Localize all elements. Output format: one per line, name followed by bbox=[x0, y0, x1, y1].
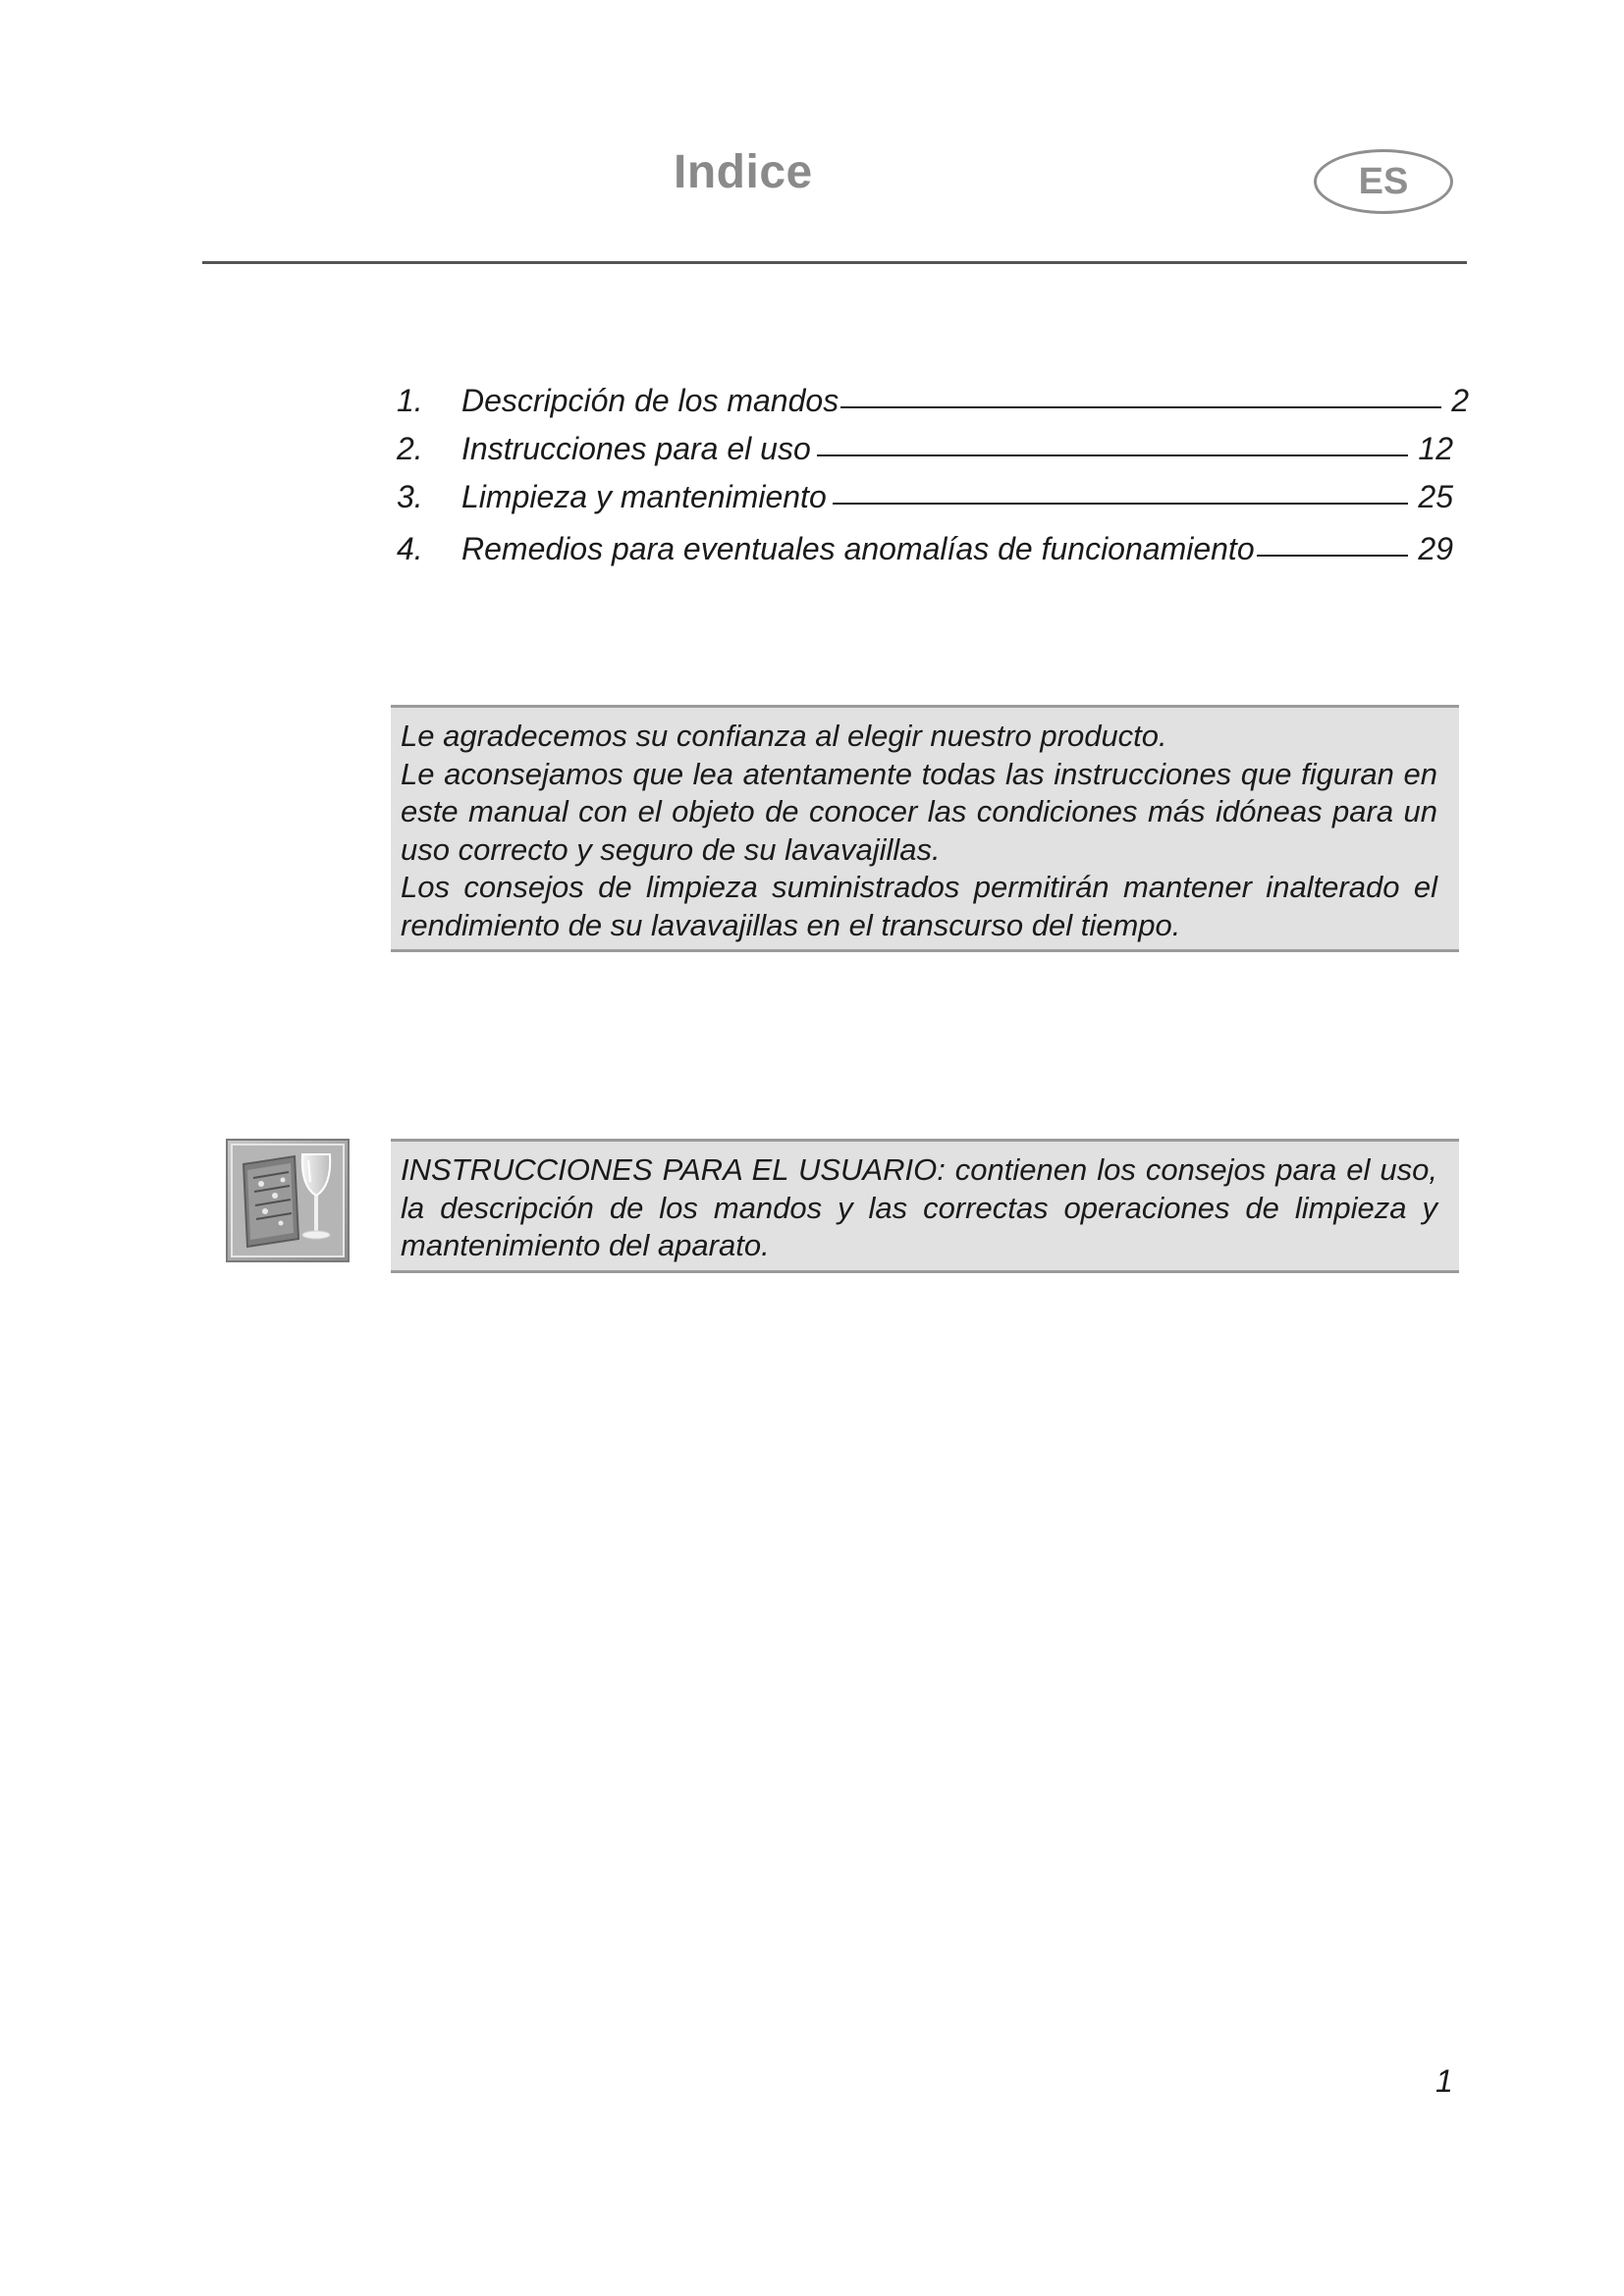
toc-entry-title: Limpieza y mantenimiento bbox=[461, 479, 827, 514]
toc-entry-title: Remedios para eventuales anomalías de funcionamiento bbox=[461, 531, 1255, 566]
toc-entry-page: 12 bbox=[1418, 431, 1453, 466]
page-title: Indice bbox=[674, 146, 813, 198]
table-of-contents bbox=[397, 383, 1469, 579]
toc-entry-title: Instrucciones para el uso bbox=[461, 431, 811, 466]
toc-entry-title: Descripción de los mandos bbox=[461, 383, 839, 418]
toc-entry-number: 4. bbox=[397, 531, 423, 566]
thanks-note-box bbox=[391, 705, 1459, 952]
toc-leader-line bbox=[1257, 555, 1409, 557]
language-badge: ES bbox=[1314, 149, 1453, 214]
dishwasher-glass-icon bbox=[226, 1139, 350, 1262]
toc-leader-line bbox=[833, 503, 1409, 505]
toc-leader-line bbox=[840, 406, 1441, 408]
toc-entry-number: 3. bbox=[397, 479, 423, 514]
toc-entry-page: 25 bbox=[1418, 479, 1453, 514]
toc-entry-number: 1. bbox=[397, 383, 423, 418]
toc-entry-2[interactable] bbox=[397, 431, 1453, 479]
thanks-note-line: Le agradecemos su confianza al elegir nuestro producto. bbox=[401, 719, 1167, 753]
user-instructions-note: INSTRUCCIONES PARA EL USUARIO: contienen los consejos para el uso, la descripción de los mandos y las correctas operaciones de limpieza y mantenimiento del aparato. bbox=[391, 1139, 1459, 1273]
toc-leader-line bbox=[817, 454, 1409, 456]
toc-entry-1[interactable] bbox=[397, 383, 1469, 431]
toc-entry-page: 29 bbox=[1418, 531, 1453, 566]
toc-entry-page: 2 bbox=[1451, 383, 1469, 418]
toc-entry-3[interactable] bbox=[397, 479, 1453, 527]
header-divider bbox=[202, 261, 1467, 264]
thanks-note-cleaning: Los consejos de limpieza suministrados permitirán mantener inalterado el rendimiento de su lavavajillas en el transcurso del tiempo. bbox=[401, 870, 1437, 942]
thanks-note-advice: Le aconsejamos que lea atentamente todas las instrucciones que figuran en este manual con el objeto de conocer las condiciones más idóneas para un uso correcto y seguro de su lavavajillas. bbox=[401, 756, 1437, 867]
toc-entry-4[interactable] bbox=[397, 531, 1453, 579]
toc-entry-number: 2. bbox=[397, 431, 423, 466]
page-number: 1 bbox=[1435, 2063, 1453, 2099]
